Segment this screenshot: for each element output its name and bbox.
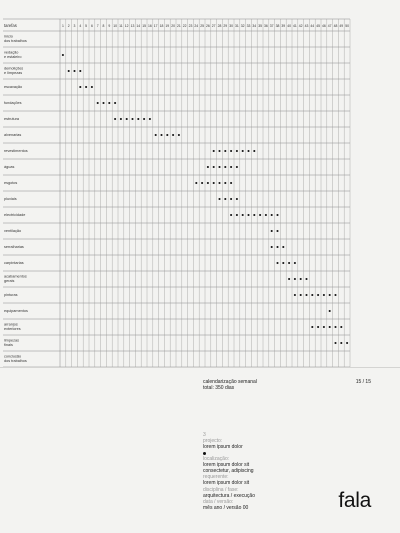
day-number: 25 [200, 24, 204, 28]
project-value: lorem ipsum dolor [203, 444, 243, 451]
task-label: escavação [4, 85, 23, 89]
location-label: localização: [203, 455, 230, 462]
schedule-mark [288, 278, 290, 280]
schedule-mark [230, 166, 232, 168]
schedule-mark [334, 342, 336, 344]
task-label: início [4, 34, 13, 39]
day-number: 33 [246, 24, 251, 28]
schedule-mark [242, 150, 244, 152]
task-label: demolições [4, 66, 24, 71]
schedule-mark [317, 294, 319, 296]
date-label: data / versão: [203, 499, 234, 506]
schedule-mark [97, 102, 99, 104]
schedule-mark [334, 294, 336, 296]
task-label: equipamentos [4, 309, 28, 313]
day-number: 30 [229, 24, 233, 28]
document-total: total: 350 dias [203, 385, 235, 392]
schedule-mark [230, 150, 232, 152]
schedule-mark [294, 294, 296, 296]
task-label: finais [4, 343, 13, 348]
day-number: 15 [142, 24, 146, 28]
schedule-mark [253, 150, 255, 152]
day-number: 46 [322, 24, 326, 28]
schedule-mark [317, 326, 319, 328]
day-number: 34 [252, 24, 257, 28]
schedule-mark [91, 86, 93, 88]
day-number: 44 [310, 24, 315, 28]
task-label: conclusão [4, 354, 22, 359]
schedule-mark [288, 262, 290, 264]
day-number: 29 [223, 24, 228, 28]
schedule-mark [271, 246, 273, 248]
task-label: e estaleiro [4, 55, 22, 60]
day-number: 24 [194, 24, 199, 28]
schedule-mark [300, 294, 302, 296]
schedule-mark [242, 214, 244, 216]
task-label: esgotos [4, 181, 18, 185]
day-number: 14 [136, 24, 141, 28]
schedule-mark [85, 86, 87, 88]
day-number: 8 [102, 24, 105, 28]
schedule-mark [207, 166, 209, 168]
day-number: 23 [188, 24, 193, 28]
schedule-mark [305, 294, 307, 296]
schedule-mark [329, 326, 331, 328]
schedule-mark [276, 262, 278, 264]
task-label: estrutura [4, 117, 19, 121]
schedule-mark [224, 182, 226, 184]
schedule-mark [276, 246, 278, 248]
schedule-mark [259, 214, 261, 216]
header-label: tarefas [4, 23, 17, 28]
task-label: revestimentos [4, 149, 28, 153]
schedule-mark [218, 198, 220, 200]
discipline-value: arquitectura / execução [203, 492, 255, 499]
bullet-icon [203, 452, 206, 455]
day-number: 31 [235, 24, 239, 28]
day-number: 41 [293, 24, 297, 28]
day-number: 9 [108, 24, 111, 28]
schedule-mark [149, 118, 151, 120]
schedule-mark [329, 310, 331, 312]
task-label: águas [4, 165, 15, 169]
task-label: ventilação [4, 229, 22, 233]
schedule-mark [143, 118, 145, 120]
day-number: 11 [119, 24, 123, 28]
schedule-mark [300, 278, 302, 280]
schedule-mark [207, 182, 209, 184]
schedule-mark [340, 342, 342, 344]
day-number: 28 [217, 24, 222, 28]
task-label: exteriores [4, 327, 21, 332]
task-label: serralharias [4, 245, 24, 249]
schedule-mark [253, 214, 255, 216]
location-value-2: consectetur, adipiscing [203, 468, 254, 475]
schedule-mark [236, 198, 238, 200]
company-logo: fala [338, 489, 371, 512]
schedule-mark [230, 182, 232, 184]
schedule-mark [73, 70, 75, 72]
page-number: 15 / 15 [355, 379, 371, 385]
schedule-mark [224, 198, 226, 200]
day-number: 17 [153, 24, 158, 28]
day-number: 40 [287, 24, 291, 28]
schedule-mark [230, 198, 232, 200]
document-title [203, 379, 257, 391]
task-label: fundações [4, 101, 22, 105]
schedule-mark [294, 278, 296, 280]
task-label: dos trabalhos [4, 359, 27, 364]
task-label: acabamentos [4, 274, 27, 279]
day-number: 21 [177, 24, 181, 28]
schedule-mark [172, 134, 174, 136]
schedule-mark [276, 230, 278, 232]
day-number: 10 [113, 24, 117, 28]
schedule-mark [213, 182, 215, 184]
schedule-mark [166, 134, 168, 136]
day-number: 47 [327, 24, 332, 28]
day-number: 36 [264, 24, 268, 28]
day-number: 1 [61, 24, 64, 28]
task-label: electricidade [4, 213, 26, 217]
day-number: 4 [79, 24, 82, 28]
schedule-mark [218, 150, 220, 152]
project-info [203, 432, 255, 511]
schedule-mark [230, 214, 232, 216]
schedule-mark [265, 214, 267, 216]
task-label: limpezas [4, 338, 19, 343]
schedule-mark [218, 182, 220, 184]
schedule-mark [236, 214, 238, 216]
schedule-mark [271, 214, 273, 216]
schedule-mark [114, 102, 116, 104]
task-label: dos trabalhos [4, 39, 27, 44]
schedule-mark [213, 166, 215, 168]
schedule-mark [131, 118, 133, 120]
task-label: carpintarias [4, 261, 24, 265]
task-label: pluviais [4, 197, 17, 201]
day-number: 22 [182, 24, 187, 28]
day-number: 3 [73, 24, 76, 28]
schedule-mark [108, 102, 110, 104]
project-number: 3 [203, 432, 206, 438]
day-number: 13 [130, 24, 135, 28]
discipline-label: disciplina / fase: [203, 486, 239, 493]
schedule-mark [79, 86, 81, 88]
day-number: 42 [298, 24, 303, 28]
day-number: 50 [345, 24, 349, 28]
schedule-mark [178, 134, 180, 136]
schedule-mark [282, 262, 284, 264]
day-number: 12 [124, 24, 129, 28]
schedule-mark [294, 262, 296, 264]
schedule-mark [247, 214, 249, 216]
task-label: vedação [4, 50, 19, 55]
day-number: 7 [96, 24, 99, 28]
schedule-mark [218, 166, 220, 168]
day-number: 26 [206, 24, 210, 28]
date-value: mês ano / versão 00 [203, 505, 249, 512]
schedule-mark [126, 118, 128, 120]
schedule-mark [329, 294, 331, 296]
task-label: arranjos [4, 322, 18, 327]
schedule-mark [79, 70, 81, 72]
day-number: 39 [281, 24, 286, 28]
footer-divider [0, 367, 400, 368]
schedule-mark [346, 342, 348, 344]
schedule-mark [120, 118, 122, 120]
day-number: 18 [159, 24, 164, 28]
schedule-mark [224, 166, 226, 168]
schedule-mark [276, 214, 278, 216]
document-title-text: calendarização semanal [203, 379, 257, 385]
schedule-mark [102, 102, 104, 104]
schedule-mark [224, 150, 226, 152]
day-number: 48 [333, 24, 338, 28]
day-number: 6 [90, 24, 93, 28]
day-number: 20 [171, 24, 175, 28]
schedule-mark [201, 182, 203, 184]
schedule-mark [213, 150, 215, 152]
schedule-mark [160, 134, 162, 136]
task-label: gerais [4, 279, 15, 284]
schedule-mark [282, 246, 284, 248]
task-label: pinturas [4, 293, 18, 297]
day-number: 2 [67, 24, 70, 28]
day-number: 38 [275, 24, 280, 28]
project-label: projecto: [203, 438, 223, 445]
schedule-mark [114, 118, 116, 120]
schedule-mark [137, 118, 139, 120]
schedule-mark [236, 166, 238, 168]
day-number: 27 [211, 24, 216, 28]
task-label: alvenarias [4, 133, 22, 137]
schedule-mark [311, 294, 313, 296]
day-number: 16 [148, 24, 152, 28]
schedule-mark [323, 294, 325, 296]
schedule-mark [340, 326, 342, 328]
client-label: requerente: [203, 474, 229, 481]
schedule-mark [271, 230, 273, 232]
schedule-mark [236, 150, 238, 152]
schedule-mark [68, 70, 70, 72]
day-number: 5 [85, 24, 88, 28]
day-number: 35 [258, 24, 262, 28]
schedule-mark [195, 182, 197, 184]
day-number: 32 [240, 24, 245, 28]
day-number: 19 [165, 24, 170, 28]
day-number: 45 [316, 24, 320, 28]
day-number: 43 [304, 24, 309, 28]
schedule-mark [311, 326, 313, 328]
location-value-1: lorem ipsum dolor sit [203, 461, 250, 468]
schedule-mark [305, 278, 307, 280]
schedule-mark [334, 326, 336, 328]
schedule-mark [155, 134, 157, 136]
client-value: lorem ipsum dolor sit [203, 480, 250, 487]
day-number: 37 [269, 24, 274, 28]
task-label: e limpezas [4, 71, 23, 76]
day-number: 49 [339, 24, 344, 28]
schedule-mark [323, 326, 325, 328]
schedule-mark [62, 54, 64, 56]
schedule-mark [247, 150, 249, 152]
